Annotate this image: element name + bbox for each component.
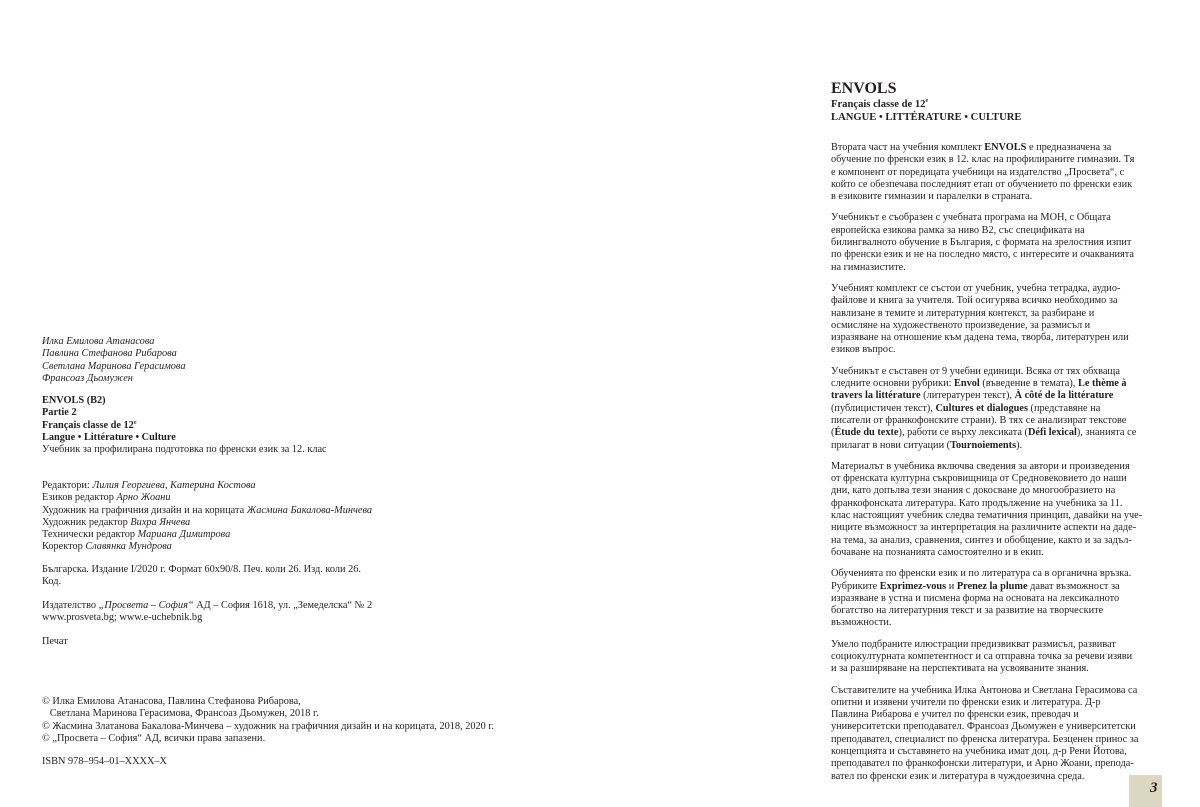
book-title: ENVOLS (B2) xyxy=(42,395,106,406)
paragraph xyxy=(831,685,1142,783)
text-line: на гимназистите. xyxy=(831,261,906,273)
text-line: богатство на литературния текст и за развитие на творческите xyxy=(831,605,1104,617)
authors-list xyxy=(42,336,185,385)
text-line: дни, като допълва тези знания с докосване до многообразието на xyxy=(831,485,1116,497)
text-line: travers la littérature (литературен текст), À côté de la littérature xyxy=(831,390,1114,402)
edition-info xyxy=(42,564,361,589)
credit-line: Художник редактор Вихра Янчева xyxy=(42,516,191,528)
text-line: Материалът в учебника включва сведения за автори и произведения xyxy=(831,460,1130,472)
credit-line: Технически редактор Мариана Димитрова xyxy=(42,529,231,541)
text-line: (Étude du texte), работи се върху лексиката (Défi lexical), знанията се xyxy=(831,427,1137,439)
series-title: ENVOLS xyxy=(831,80,897,97)
text-line: франкофонската литература. Като продължение на учебника за 11. xyxy=(831,497,1123,509)
text-line: (публицистичен текст), Cultures et dialogues (представяне на xyxy=(831,402,1101,414)
edition-line: Българска. Издание I/2020 г. Формат 60х90/8. Печ. коли 26. Изд. коли 26. xyxy=(42,564,361,575)
text-line: клас настоящият учебник следва тематичния принцип, давайки на уче- xyxy=(831,510,1143,522)
text-line: на тема, за анализ, сравнения, синтез и обобщение, както и за задъл- xyxy=(831,534,1132,546)
text-line: осмисляне на художественото произведение, за размисъл и xyxy=(831,319,1091,331)
book-class: Français classe de 12e xyxy=(42,419,137,431)
author: Светлана Маринова Герасимова xyxy=(42,360,186,372)
text-line: европейска езикова рамка за ниво В2, със спецификата на xyxy=(831,224,1085,236)
text-line: Обученията по френски език и по литература са в органична връзка. xyxy=(831,568,1132,580)
credit-line: Коректор Славянка Мундрова xyxy=(42,541,172,553)
publisher-line: Издателство „Просвета – София“ АД – София 1618, ул. „Земеделска“ № 2 xyxy=(42,600,373,611)
text-line: преподавател, специалист по френска литература. Безценен принос за xyxy=(831,733,1139,745)
text-line: опитни и изявени учители по френски език и литература. Д-р xyxy=(831,696,1101,708)
author: Илка Емилова Атанасова xyxy=(42,336,155,347)
series-subtitle: LANGUE • LITTÉRATURE • CULTURE xyxy=(831,112,1022,123)
text-line: концепцията и съставянето на учебника имат доц. д-р Рени Йотова, xyxy=(831,746,1127,758)
paragraph xyxy=(831,568,1142,629)
text-line: Павлина Рибарова е учител по френски език, преводач и xyxy=(831,709,1079,721)
text-line: Учебникът е съобразен с учебната програма на МОН, с Общата xyxy=(831,212,1111,224)
paragraph xyxy=(831,283,1142,357)
text-line: социокултурната компетентност и са отправна точка за речеви изяви xyxy=(831,650,1133,662)
page-number: 3 xyxy=(1150,780,1158,796)
paragraph xyxy=(831,142,1142,203)
intro-text xyxy=(831,142,1142,792)
book-subtitle: Langue • Littérature • Culture xyxy=(42,431,176,443)
text-line: който се обезпечава последният етап от обучението по френски език xyxy=(831,178,1133,190)
text-line: изразяване на отношение към дадена тема, творба, литературен или xyxy=(831,332,1129,344)
text-line: и за разширяване на перспективата на усвояваните знания. xyxy=(831,663,1089,675)
text-line: Съставителите на учебника Илка Антонова и Светлана Герасимова са xyxy=(831,684,1138,696)
series-class: Français classe de 12e xyxy=(831,98,929,110)
credit-line: Художник на графичния дизайн и на корицата Жасмина Бакалова-Минчева xyxy=(42,504,373,516)
text-line: файлове и книга за учителя. Той осигурява всичко необходимо за xyxy=(831,295,1118,307)
text-line: билингвалното обучение в България, с формата на зрелостния изпит xyxy=(831,237,1132,249)
text-line: вател по френски език и литература в чуждоезична среда. xyxy=(831,770,1085,782)
copyright-line: © Илка Емилова Атанасова, Павлина Стефанова Рибарова, xyxy=(42,696,301,707)
copyright-line: © „Просвета – София“ АД, всички права запазени. xyxy=(42,732,266,744)
credit-line: Езиков редактор Арно Жоани xyxy=(42,492,171,504)
text-line: от френската културна съкровищница от Средновековието до наши xyxy=(831,473,1127,485)
text-line: навлизане в темите и литературния контекст, за разбиране и xyxy=(831,307,1095,319)
text-line: бочаване на познанията самостоятелно и в екип. xyxy=(831,546,1044,558)
text-line: ниците възможност за интерпретация на различните аспекти на даде- xyxy=(831,522,1137,534)
paragraph xyxy=(831,639,1142,676)
isbn: ISBN 978–954–01–XXXX–X xyxy=(42,756,167,767)
text-line: езиков въпрос. xyxy=(831,344,896,356)
publisher-info xyxy=(42,600,372,625)
edition-code: Код. xyxy=(42,576,62,588)
paragraph xyxy=(831,461,1142,559)
text-line: обучение по френски език в 12. клас на профилираните гимназии. Тя xyxy=(831,154,1135,166)
print-label: Печат xyxy=(42,636,68,647)
author: Франсоаз Дьомужен xyxy=(42,372,133,384)
text-line: писатели от франкофонските страни). В тях се анализират текстове xyxy=(831,414,1127,426)
publisher-web: www.prosveta.bg; www.e-uchebnik.bg xyxy=(42,612,203,624)
text-line: Рубриките Exprimez-vous и Prenez la plume дават възможност за xyxy=(831,580,1120,592)
text-line: прилагат в нови ситуации (Tournoiements). xyxy=(831,439,1023,451)
text-line: изразяване в устна и писмена форма на основата на лексикалното xyxy=(831,592,1120,604)
text-line: преподавател по франкофонски литератури, и Арно Жоани, препода- xyxy=(831,758,1134,770)
book-description: Учебник за профилирана подготовка по френски език за 12. клас xyxy=(42,444,327,456)
text-line: следните основни рубрики: Envol (въведение в темата), Le thème à xyxy=(831,378,1127,390)
book-part: Partie 2 xyxy=(42,407,77,419)
paragraph xyxy=(831,366,1142,452)
paragraph xyxy=(831,212,1142,273)
text-line: Втората част на учебния комплект ENVOLS е предназначена за xyxy=(831,142,1112,153)
credits xyxy=(42,480,372,554)
author: Павлина Стефанова Рибарова xyxy=(42,348,177,360)
text-line: Умело подбраните илюстрации предизвикват размисъл, развиват xyxy=(831,638,1116,650)
book-info xyxy=(42,395,327,456)
credit-line: Редактори: Лилия Георгиева, Катерина Костова xyxy=(42,480,256,491)
text-line: Учебният комплект се състои от учебник, учебна тетрадка, аудио- xyxy=(831,282,1121,294)
text-line: в езиковите гимназии и паралелки в страната. xyxy=(831,191,1033,203)
text-line: по френски език и не на последно място, с интересите и очакванията xyxy=(831,249,1134,261)
text-line: възможности. xyxy=(831,617,892,629)
text-line: университетски преподавател. Франсоаз Дьомужен е университетски xyxy=(831,721,1136,733)
text-line: е компонент от поредицата учебници на издателство „Просвета“, с xyxy=(831,166,1125,178)
copyright-line: © Жасмина Златанова Бакалова-Минчева – художник на графичния дизайн и на корицата, 2018, 2020 г. xyxy=(42,720,495,732)
right-header xyxy=(831,80,1022,124)
copyright-line: Светлана Маринова Герасимова, Франсоаз Дьомужен, 2018 г. xyxy=(42,708,319,720)
copyright xyxy=(42,696,494,745)
text-line: Учебникът е съставен от 9 учебни единици. Всяка от тях обхваща xyxy=(831,365,1120,377)
